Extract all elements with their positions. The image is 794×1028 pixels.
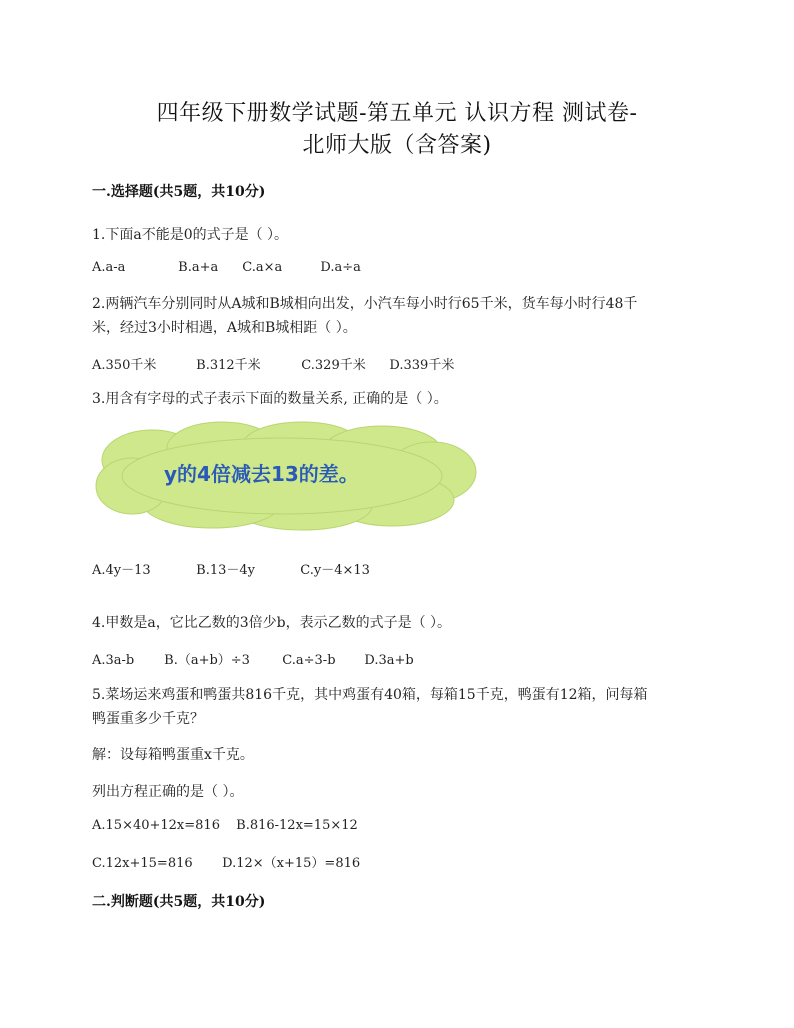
question-5-stem-line-2: 鸭蛋重多少千克？: [92, 711, 204, 727]
section-heading-choice: 一.选择题(共5题，共10分): [92, 184, 266, 200]
q5-option-a: A.15×40+12x=816: [92, 818, 220, 833]
q1-option-d: D.a÷a: [320, 260, 361, 275]
question-2-options: [92, 354, 454, 373]
question-5-options-row-1: [92, 818, 358, 833]
question-1-stem: 1.下面a不能是0的式子是（ ）。: [92, 227, 289, 243]
question-5-prompt: 列出方程正确的是（ ）。: [92, 784, 244, 800]
q2-option-c: C.329千米: [301, 358, 366, 373]
question-3-options: [92, 559, 370, 578]
q1-option-c: C.a×a: [242, 260, 283, 275]
q1-option-b: B.a+a: [178, 260, 219, 275]
q4-option-b: B.（a+b）÷3: [164, 653, 250, 668]
q2-option-d: D.339千米: [389, 358, 455, 373]
q3-option-c: C.y－4×13: [300, 563, 370, 578]
question-4-stem: 4.甲数是a，它比乙数的3倍少b，表示乙数的式子是（ ）。: [92, 615, 452, 631]
question-3-stem: 3.用含有字母的式子表示下面的数量关系, 正确的是（ ）。: [92, 391, 448, 407]
question-1-options: [92, 260, 361, 275]
section-heading-true-false: 二.判断题(共5题，共10分): [92, 894, 266, 910]
q5-option-b: B.816-12x=15×12: [236, 818, 358, 833]
question-5-solution: 解：设每箱鸭蛋重x千克。: [92, 747, 254, 763]
question-4-options: [92, 649, 414, 668]
question-2-stem-line-2: 米，经过3小时相遇，A城和B城相距（ ）。: [92, 320, 357, 336]
q5-option-c: C.12x+15=816: [92, 856, 193, 871]
q2-option-a: A.350千米: [92, 358, 157, 373]
q2-option-b: B.312千米: [196, 358, 261, 373]
cloud-text: y的4倍减去13的差。: [164, 462, 359, 486]
q4-option-c: C.a÷3-b: [282, 653, 336, 668]
q3-option-b: B.13－4y: [196, 563, 255, 578]
q5-option-d: D.12×（x+15）=816: [222, 856, 361, 871]
cloud-callout-image: [92, 420, 482, 532]
q4-option-a: A.3a-b: [92, 653, 135, 668]
q3-option-a: A.4y－13: [92, 563, 151, 578]
document-title-line-1: 四年级下册数学试题-第五单元 认识方程 测试卷-: [156, 101, 638, 126]
question-2-stem-line-1: 2.两辆汽车分别同时从A城和B城相向出发，小汽车每小时行65千米，货车每小时行48千: [92, 296, 638, 312]
q4-option-d: D.3a+b: [364, 653, 414, 668]
document-title-line-2: 北师大版（含答案): [302, 133, 492, 158]
question-5-stem-line-1: 5.菜场运来鸡蛋和鸭蛋共816千克，其中鸡蛋有40箱，每箱15千克，鸭蛋有12箱，问每箱: [92, 687, 648, 703]
q1-option-a: A.a-a: [92, 260, 126, 275]
question-5-options-row-2: [92, 852, 360, 871]
